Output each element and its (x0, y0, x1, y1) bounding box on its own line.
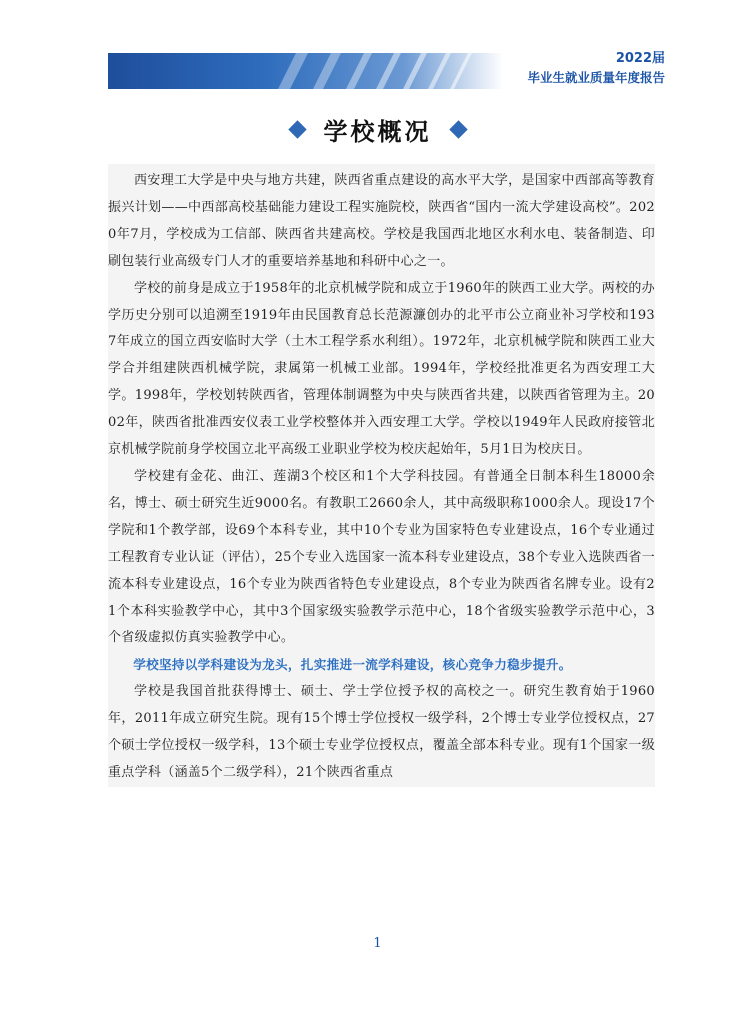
diamond-right-icon (449, 120, 467, 138)
section-heading (0, 108, 755, 150)
diamond-left-icon (288, 120, 306, 138)
paragraph-history: 学校的前身是成立于1958年的北京机械学院和成立于1960年的陕西工业大学。两校的办学历史分别可以追溯至1919年由民国教育总长范源濂创办的北平市公立商业补习学校和1937年成立的国立西安临时大学（土木工程学系水利组）。1972年，北京机械学院和陕西工业大学合并组建陕西机械学院，隶属第一机械工业部。1994年，学校经批准更名为西安理工大学。1998年，学校划转陕西省，管理体制调整为中央与陕西省共建，以陕西省管理为主。2002年，陕西省批准西安仪表工业学校整体并入西安理工大学。学校以1949年人民政府接管北京机械学院前身学校国立北平高级工业职业学校为校庆起始年，5月1日为校庆日。 (108, 280, 655, 458)
paragraph-degrees: 学校是我国首批获得博士、硕士、学士学位授予权的高校之一。研究生教育始于1960年，2011年成立研究生院。现有15个博士学位授权一级学科，2个博士专业学位授权点，27个硕士学位授权一级学科，13个硕士专业学位授权点，覆盖全部本科专业。现有1个国家一级重点学科（涵盖5个二级学科），21个陕西省重点 (108, 684, 655, 780)
page-number: 1 (373, 936, 382, 951)
paragraph-intro: 西安理工大学是中央与地方共建，陕西省重点建设的高水平大学，是国家中西部高等教育振兴计划——中西部高校基础能力建设工程实施院校，陕西省“国内一流大学建设高校”。2020年7月，学校成为工信部、陕西省共建高校。学校是我国西北地区水利水电、装备制造、印刷包装行业高级专门人才的重要培养基地和科研中心之一。 (108, 173, 655, 269)
report-title (527, 50, 665, 88)
paragraph-campus: 学校建有金花、曲江、莲湖3个校区和1个大学科技园。有普通全日制本科生18000余名，博士、硕士研究生近9000名。有教职工2660余人，其中高级职称1000余人。现设17个学院和1个教学部，设69个本科专业，其中10个专业为国家特色专业建设点，16个专业通过工程教育专业认证（评估），25个专业入选国家一流本科专业建设点，38个专业入选陕西省一流本科专业建设点，16个专业为陕西省特色专业建设点，8个专业为陕西省名牌专业。设有21个本科实验教学中心，其中3个国家级实验教学示范中心，18个省级实验教学示范中心，3个省级虚拟仿真实验教学中心。 (108, 468, 655, 646)
body-content (108, 164, 655, 787)
highlight-statement: 学校坚持以学科建设为龙头，扎实推进一流学科建设，核心竞争力稳步提升。 (133, 657, 572, 673)
section-title: 学校概况 (323, 117, 432, 146)
report-name: 毕业生就业质量年度报告 (527, 70, 665, 85)
header-decorative-band (108, 53, 503, 89)
report-year: 2022届 (615, 51, 665, 66)
